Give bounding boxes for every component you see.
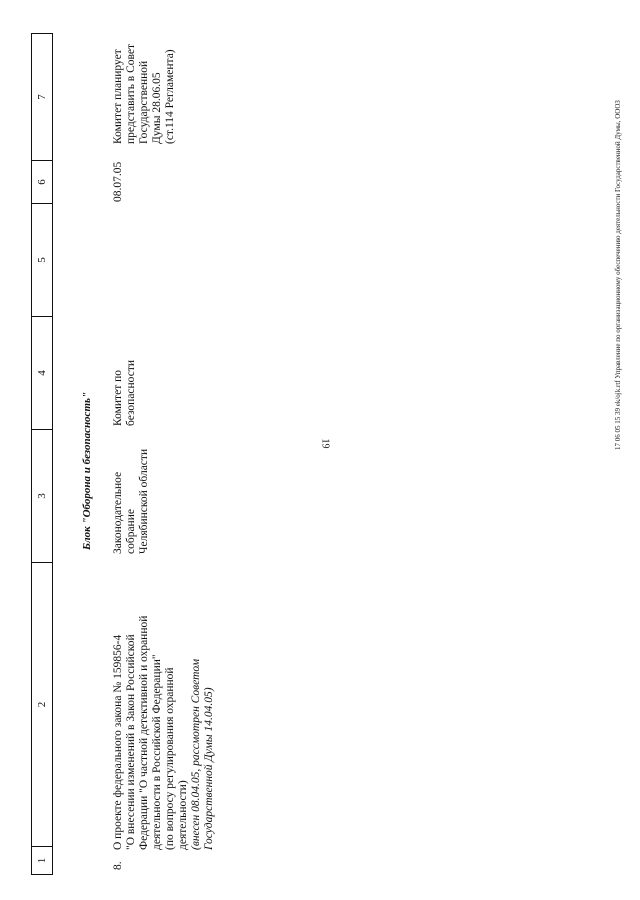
row-title-line: (по вопросу регулирования охранной — [164, 667, 176, 850]
row-committee — [112, 316, 138, 426]
row-remark — [112, 24, 177, 144]
row-number: 8. — [112, 861, 124, 870]
block-title: Блок "Оборона и безопасность" — [81, 391, 93, 550]
initiator-line: собрание — [125, 509, 137, 554]
row-title — [112, 560, 216, 850]
column-number-3: 3 — [32, 429, 52, 562]
row-title-line: Федерации "О частной детективной и охранной — [138, 615, 150, 850]
remark-line: Думы 28.06.05 — [151, 72, 163, 144]
row-date: 08.07.05 — [112, 161, 124, 202]
initiator-line: Законодательное — [112, 471, 124, 554]
row-title-line: "О внесении изменений в Закон Российской — [125, 634, 137, 850]
remark-line: представить в Совет — [125, 43, 137, 144]
remark-line: Комитет планирует — [112, 49, 124, 144]
row-title-line: деятельности в Российской Федерации" — [151, 654, 163, 850]
committee-line: безопасности — [125, 359, 137, 426]
column-number-7: 7 — [36, 94, 48, 100]
initiator-line: Челябинской области — [138, 448, 150, 554]
committee-line: Комитет по — [112, 370, 124, 426]
column-number-5: 5 — [32, 203, 52, 316]
remark-line: Государственной — [138, 60, 150, 144]
footer-text: 17 06 05 15 39 ek/ojk.rtf Управление по организационному обеспечению деятельности Государственной Думы, ОООЗ — [614, 100, 622, 450]
row-title-line: О проекте федерального закона № 159856-4 — [112, 634, 124, 850]
row-initiator — [112, 414, 151, 554]
column-number-2: 2 — [32, 562, 52, 846]
row-title-line: деятельности) — [177, 780, 189, 850]
column-header-row — [31, 33, 53, 875]
column-number-1: 1 — [32, 846, 52, 874]
rotated-table — [0, 20, 640, 880]
remark-line: (ст.114 Регламента) — [164, 49, 176, 144]
row-note-line: Государственной Думы 14.04.05) — [203, 687, 215, 850]
column-number-4: 4 — [32, 316, 52, 429]
row-note-line: (внесен 08.04.05, рассмотрен Советом — [190, 658, 202, 850]
column-number-6: 6 — [32, 160, 52, 203]
page-number: 19 — [319, 438, 331, 449]
